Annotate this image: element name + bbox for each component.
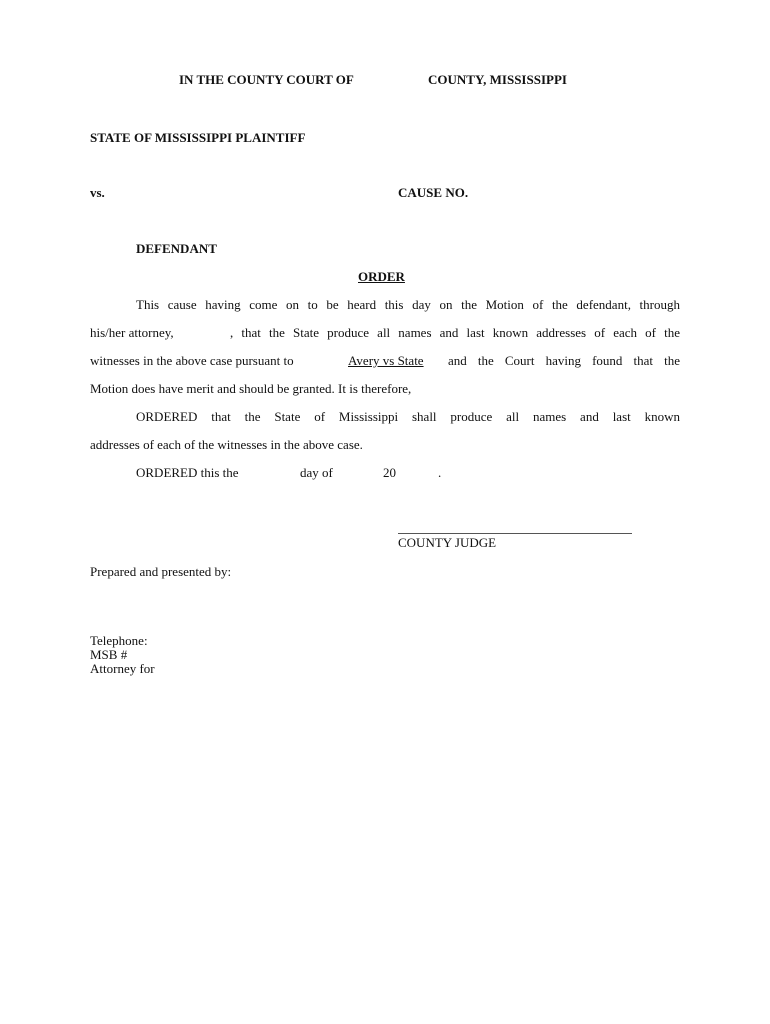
- cause-number-label: CAUSE NO.: [398, 185, 469, 200]
- court-heading-right: COUNTY, MISSISSIPPI: [428, 72, 567, 87]
- body-line-2-end: , that the State produce all names and last known addresses of each of the: [230, 325, 680, 340]
- ordered-date-label: ORDERED this the: [136, 465, 239, 480]
- ordered-paragraph-line-2: addresses of each of the witnesses in the above case.: [90, 437, 363, 452]
- year-prefix: 20: [383, 465, 396, 480]
- court-heading-left: IN THE COUNTY COURT OF: [179, 72, 354, 87]
- body-line-3-start: witnesses in the above case pursuant to: [90, 353, 294, 368]
- prepared-by-label: Prepared and presented by:: [90, 564, 232, 579]
- body-line-3-end: and the Court having found that the: [448, 353, 680, 368]
- signature-line: [398, 533, 632, 534]
- date-period: .: [438, 465, 442, 480]
- msb-label: MSB #: [90, 647, 128, 662]
- case-citation: Avery vs State: [348, 353, 424, 368]
- ordered-paragraph-line-1: ORDERED that the State of Mississippi shall produce all names and last known: [136, 409, 680, 424]
- attorney-for-label: Attorney for: [90, 661, 155, 676]
- body-line-2-start: his/her attorney,: [90, 325, 174, 340]
- county-judge-label: COUNTY JUDGE: [398, 535, 497, 550]
- defendant-label: DEFENDANT: [136, 241, 217, 256]
- plaintiff-line: STATE OF MISSISSIPPI PLAINTIFF: [90, 130, 306, 145]
- telephone-label: Telephone:: [90, 633, 148, 648]
- vs-label: vs.: [90, 185, 105, 200]
- order-title: ORDER: [358, 269, 405, 284]
- body-line-4: Motion does have merit and should be granted. It is therefore,: [90, 381, 412, 396]
- body-line-1: This cause having come on to be heard this day on the Motion of the defendant, through: [136, 297, 680, 312]
- day-of-label: day of: [300, 465, 333, 480]
